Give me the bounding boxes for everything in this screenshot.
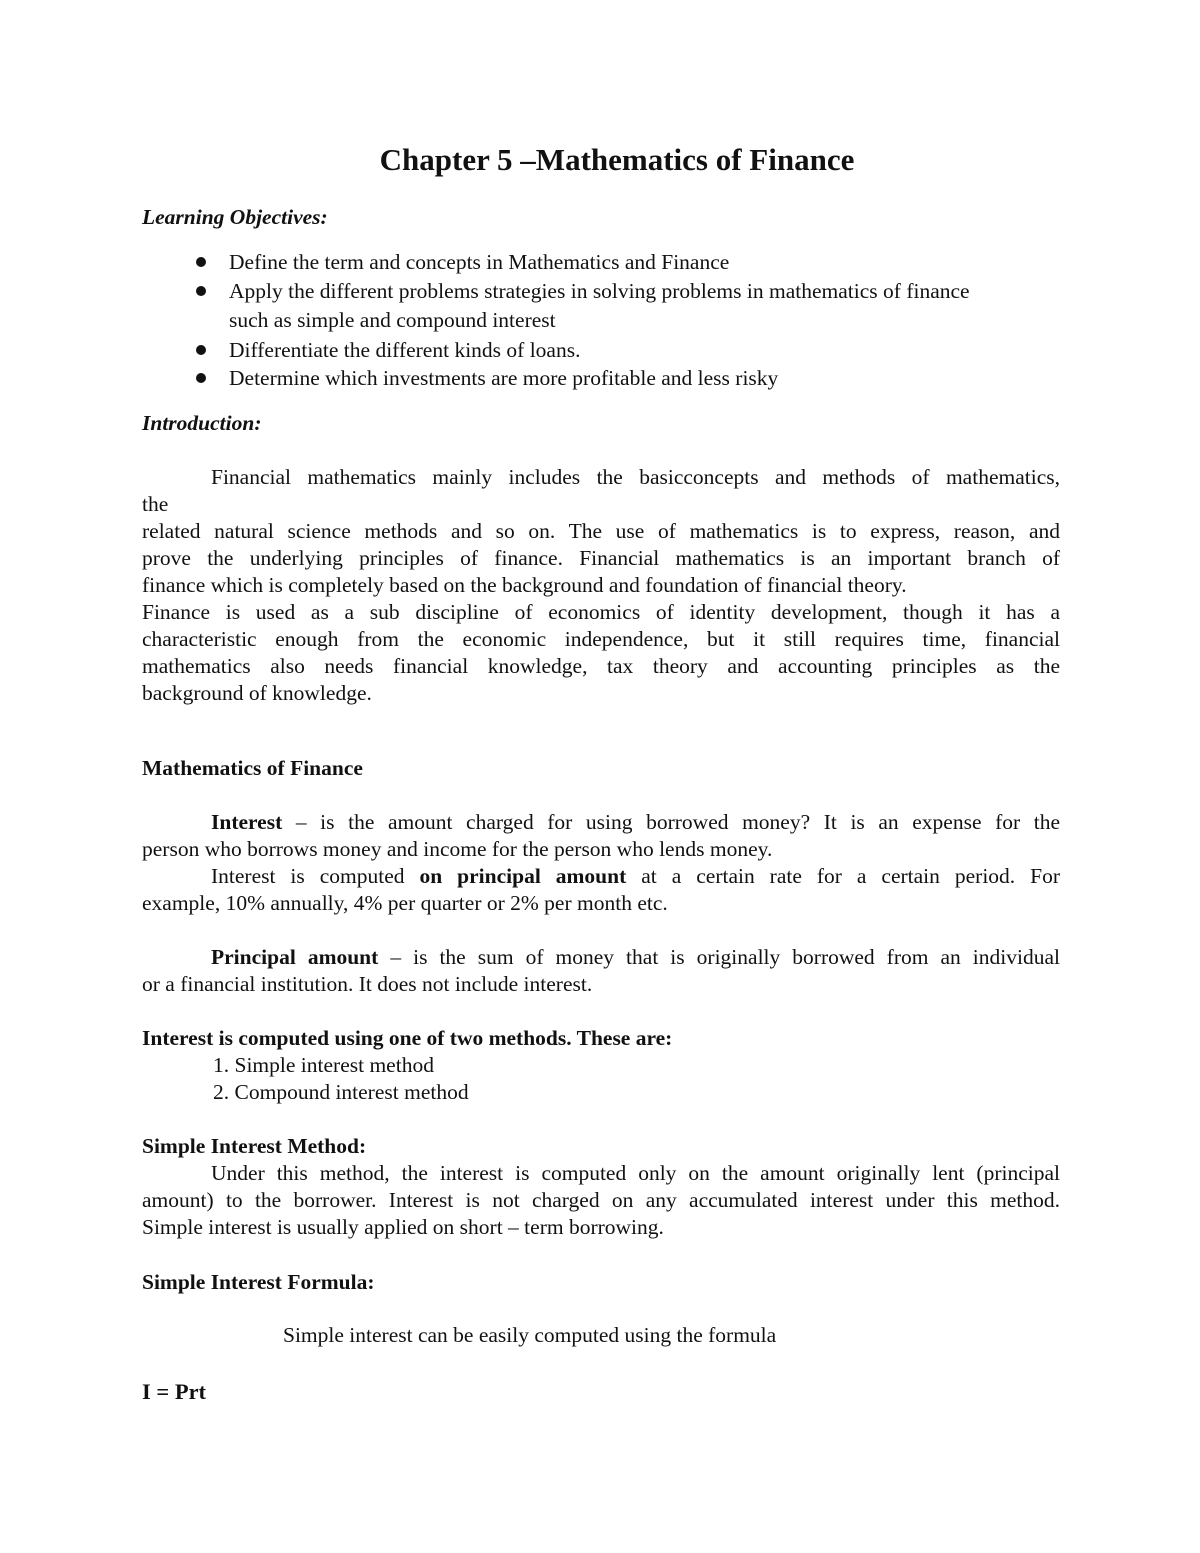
method-item: 1. Simple interest method	[213, 1053, 434, 1077]
objective-item: Differentiate the different kinds of loans.	[229, 338, 581, 362]
principal-definition-text: – is the sum of money that is originally borrowed from an individual	[378, 945, 1060, 969]
intro-line: the	[142, 492, 169, 516]
methods-heading: Interest is computed using one of two methods. These are:	[142, 1026, 673, 1050]
intro-line: Finance is used as a sub discipline of economics of identity development, though it has a	[142, 600, 1060, 624]
interest-computed-line2: example, 10% annually, 4% per quarter or 2% per month etc.	[142, 891, 668, 915]
simple-method-line: Under this method, the interest is computed only on the amount originally lent (principal	[211, 1161, 1060, 1185]
simple-method-line: amount) to the borrower. Interest is not charged on any accumulated interest under this method.	[142, 1188, 1060, 1212]
principal-definition-line	[211, 944, 1060, 971]
intro-line: background of knowledge.	[142, 681, 372, 705]
principal-definition-line2: or a financial institution. It does not include interest.	[142, 972, 593, 996]
intro-line: related natural science methods and so on. The use of mathematics is to express, reason, and	[142, 519, 1060, 543]
computed-emphasis: on principal amount	[419, 864, 627, 888]
bullet-icon	[196, 373, 206, 383]
computed-post: at a certain rate for a certain period. For	[626, 864, 1061, 888]
learning-objectives-heading: Learning Objectives:	[142, 205, 328, 229]
principal-term: Principal amount	[211, 945, 379, 969]
interest-computed-line	[211, 863, 1060, 890]
computed-pre: Interest is computed	[211, 864, 420, 888]
interest-definition-line	[211, 809, 1060, 836]
bullet-icon	[196, 257, 206, 267]
bullet-icon	[196, 345, 206, 355]
method-item: 2. Compound interest method	[213, 1080, 469, 1104]
intro-line: prove the underlying principles of finance. Financial mathematics is an important branch of	[142, 546, 1060, 570]
interest-term: Interest	[211, 810, 283, 834]
simple-interest-method-heading: Simple Interest Method:	[142, 1134, 367, 1158]
introduction-heading: Introduction:	[142, 411, 262, 435]
bullet-icon	[196, 286, 206, 296]
intro-line: Financial mathematics mainly includes the basicconcepts and methods of mathematics,	[211, 465, 1060, 489]
page-title: Chapter 5 –Mathematics of Finance	[379, 142, 855, 177]
objective-item: Apply the different problems strategies in solving problems in mathematics of finance	[229, 279, 970, 303]
objective-item: Determine which investments are more profitable and less risky	[229, 366, 779, 390]
simple-method-line: Simple interest is usually applied on short – term borrowing.	[142, 1215, 664, 1239]
intro-line: mathematics also needs financial knowledge, tax theory and accounting principles as the	[142, 654, 1060, 678]
intro-line: finance which is completely based on the background and foundation of financial theory.	[142, 573, 907, 597]
intro-line: characteristic enough from the economic independence, but it still requires time, financial	[142, 627, 1060, 651]
interest-definition-text: – is the amount charged for using borrowed money? It is an expense for the	[282, 810, 1060, 834]
simple-interest-formula-heading: Simple Interest Formula:	[142, 1270, 375, 1294]
formula-equation: I = Prt	[142, 1379, 207, 1404]
interest-definition-line2: person who borrows money and income for the person who lends money.	[142, 837, 773, 861]
mathematics-of-finance-heading: Mathematics of Finance	[142, 756, 363, 780]
objective-item: Define the term and concepts in Mathematics and Finance	[229, 250, 730, 274]
formula-intro: Simple interest can be easily computed using the formula	[283, 1323, 777, 1347]
objective-item-continued: such as simple and compound interest	[229, 308, 556, 332]
